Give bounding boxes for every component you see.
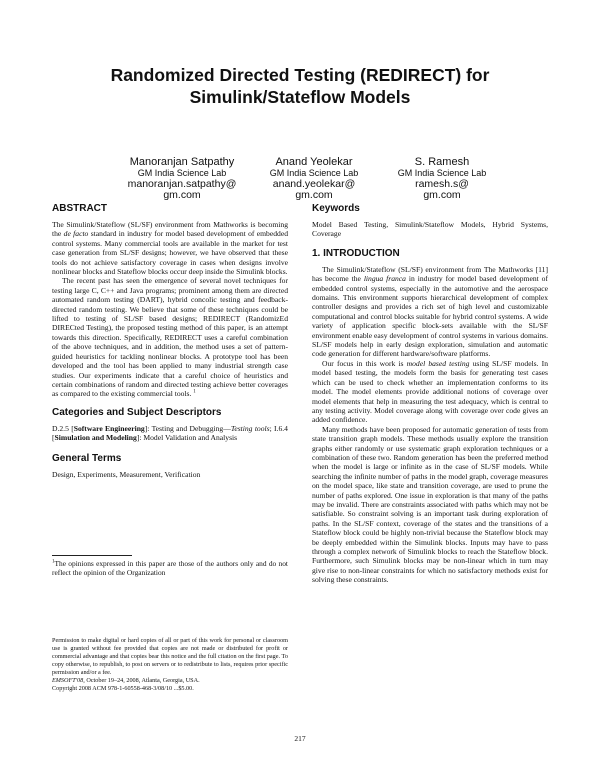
intro-emphasis: lingua franca	[363, 274, 406, 284]
paper-title	[40, 64, 560, 108]
intro-paragraph-2	[312, 359, 548, 425]
author-affiliation: GM India Science Lab	[397, 168, 487, 178]
cat-emphasis: Testing tools	[230, 423, 270, 433]
footnote	[52, 559, 288, 577]
abstract-paragraph-2	[52, 276, 288, 398]
abstract-text: The Simulink/Stateflow (SL/SF) environment from Mathworks is becoming the	[52, 220, 288, 239]
intro-heading: 1. INTRODUCTION	[312, 247, 400, 259]
author-email-domain: gm.com	[295, 189, 333, 201]
author-1	[112, 157, 252, 201]
footnote-mark: 1	[52, 559, 55, 565]
permission-block	[52, 637, 288, 693]
author-name: Manoranjan Satpathy	[129, 156, 235, 168]
categories-heading: Categories and Subject Descriptors	[52, 406, 222, 418]
conference-details: October 19–24, 2008, Atlanta, Georgia, USA.	[86, 677, 200, 684]
intro-text: using SL/SF models. In model based testing, the models form the basis for generating test cases which can be used to check whether an implementation conforms to its model. The model elements provide additional notions of coverage over model elements that help in measuring the test adequacy, which is central to any testing activity. Model coverage along with coverage over code gives an added confidence.	[312, 358, 548, 425]
abstract-emphasis: de facto	[63, 229, 89, 239]
copyright-line: Copyright 2008 ACM 978-1-60558-468-3/08/10 ...$5.00.	[52, 685, 194, 692]
cat-bold: Simulation and Modeling	[54, 433, 137, 443]
footnote-rule	[52, 555, 132, 556]
abstract-text: The recent past has seen the emergence of several novel techniques for testing large C, C++ and Java programs; prominent among them are directed automated random testing (DART), hybrid concolic testing and feedback-directed random testing. We believe that some of these techniques could be lifted to testing of SL/SF based designs; REDIRECT (RandomizEd DIRECted Testing), the proposed testing method of this paper, is an attempt towards this direction. Specifically, REDIRECT uses a careful combination of the above techniques, and in addition, the method uses a set of pattern-guided heuristics for tackling nonlinear blocks. A prototype tool has been developed and the tool has been applied to many industrial strength case studies. Our experiments indicate that a careful choice of heuristics and certain combinations of random and directed testing achieve better coverages as compared to the existing commercial tools.	[52, 276, 288, 399]
cat-text: D.2.5 [	[52, 423, 74, 433]
title-line-1: Randomized Directed Testing (REDIRECT) for	[110, 65, 490, 85]
left-column	[52, 203, 288, 479]
cat-text: ]: Model Validation and Analysis	[136, 433, 238, 443]
intro-text: in industry for model based development of embedded control systems, especially in the automotive and the aerospace domains. This environment supports hierarchical development of complex controller designs and provides a rich set of high level and customizable computational and control blocks suitable for hybrid control systems. A wide variety of application specific block-sets available with the SL/SF environment enable easy development of control systems in various domains. SL/SF models help in early design exploration, simulation and automatic code generation for different hardware/software platforms.	[312, 274, 548, 359]
intro-text: The Simulink/Stateflow (SL/SF) environment from The Mathworks [11] has become the	[312, 264, 548, 284]
intro-text: Our focus in this work is	[322, 358, 404, 368]
author-email: manoranjan.satpathy@	[127, 178, 237, 190]
intro-paragraph-1	[312, 265, 548, 359]
abstract-text: standard in industry for model based development of embedded control systems. Many commercial tools are available in the market for test case generation from SL/SF designs; however, we have observed that these tools do not achieve satisfactory coverage in cases when designs involve nonlinear blocks and Stateflow blocks occur deep inside the Simulink blocks.	[52, 229, 288, 277]
author-email-domain: gm.com	[423, 189, 461, 201]
abstract-body	[52, 220, 288, 399]
footnote-marker: 1	[193, 389, 196, 395]
author-email-domain: gm.com	[163, 189, 201, 201]
author-affiliation: GM India Science Lab	[269, 168, 359, 178]
author-2	[244, 157, 384, 201]
author-3	[372, 157, 512, 201]
abstract-heading: ABSTRACT	[52, 203, 107, 214]
author-name: Anand Yeolekar	[275, 156, 353, 168]
footnote-text: The opinions expressed in this paper are those of the authors only and do not reflect the opinion of the Organization	[52, 559, 288, 577]
page-number: 217	[294, 734, 306, 743]
keywords-heading: Keywords	[312, 203, 360, 214]
cat-text: ]: Testing and Debugging—	[144, 423, 231, 433]
general-terms-text: Design, Experiments, Measurement, Verification	[52, 469, 201, 479]
cat-text: ; I.6.4 [	[52, 423, 288, 443]
keywords-text: Model Based Testing, Simulink/Stateflow Models, Hybrid Systems, Coverage	[312, 220, 548, 239]
author-email: anand.yeolekar@	[272, 178, 356, 190]
author-affiliation: GM India Science Lab	[137, 168, 227, 178]
abstract-paragraph-1	[52, 220, 288, 276]
categories-text	[52, 424, 288, 443]
author-name: S. Ramesh	[414, 156, 470, 168]
title-line-2: Simulink/Stateflow Models	[189, 87, 411, 107]
intro-paragraph-3: Many methods have been proposed for automatic generation of tests from state transition graph models. These methods usually explore the transition graphs either randomly or use systematic graph exploration techniques or a combination of these two. Random generation has been the preferred method when the model is large or infinite as in the case of SL/SF models. While searching the infinite number of paths in the model graph, coverage measures on the model space, like state and transition coverage, are used to prune the number of paths explored. One issue in exploration is that many of the paths may be invalid. There are constraints associated with paths which may not be satisfiable. So constraint solving is an important task during exploration of paths. In the SL/SF context, coverage of the states and the transitions of a Stateflow block could be highly non-trivial because the Stateflow block may be deeply embedded within the Simulink blocks. Inputs may have to pass through a complex network of Simulink blocks to reach the Stateflow block. Furthermore, such Simulink blocks may be non-linear which in turn may give rise to non-linear constraints for which no satisfactory methods exist for solving these constraints.	[312, 424, 548, 585]
conference-name: EMSOFT'08,	[52, 677, 85, 684]
author-email: ramesh.s@	[415, 178, 469, 190]
intro-emphasis: model based testing	[406, 358, 470, 368]
permission-text: Permission to make digital or hard copies of all or part of this work for personal or classroom use is granted without fee provided that copies are not made or distributed for profit or commercial advantage and that copies bear this notice and the full citation on the first page. To copy otherwise, to republish, to post on servers or to redistribute to lists, requires prior specific permission and/or a fee.	[52, 637, 288, 676]
cat-bold: Software Engineering	[73, 423, 145, 433]
conference-line	[52, 677, 288, 685]
general-terms-heading: General Terms	[52, 452, 122, 464]
right-column	[312, 203, 548, 585]
